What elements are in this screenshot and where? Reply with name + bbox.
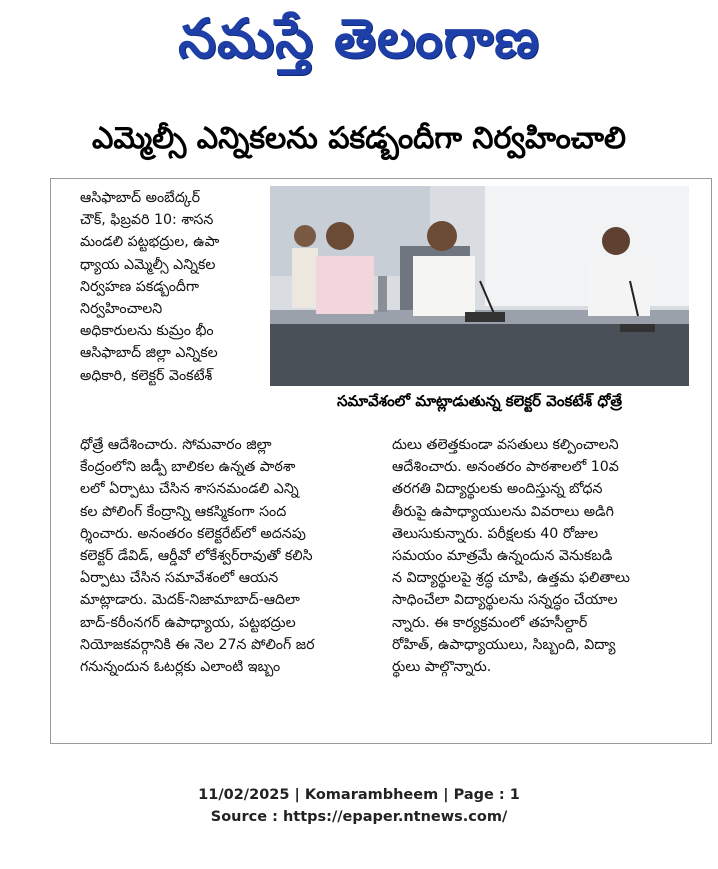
article-body-left-column: ధోత్రే ఆదేశించారు. సోమవారం జిల్లా కేంద్రంలోని జడ్పీ బాలికల ఉన్నత పాఠశా లలో ఏర్పాటు చేసిన శాసనమండలి ఎన్ని కల పోలింగ్‌ కేంద్రాన్ని ఆకస్మికంగా సంద ర్శించారు. అనంతరం కలెక్టరేట్‌లో అదనపు కలెక్టర్‌ డేవిడ్‌, ఆర్డీవో లోకేశ్వర్‌రావుతో కలిసి ఏర్పాటు చేసిన సమావేశంలో ఆయన మాట్లాడారు. మెదక్‌-నిజామాబాద్‌-ఆదిలా బాద్‌-కరీంనగర్‌ ఉపాధ్యాయ, పట్టభద్రుల నియోజకవర్గానికి ఈ నెల 27న పోలింగ్‌ జర గనున్నందున ఓటర్లకు ఎలాంటి ఇబ్బం	[80, 437, 315, 676]
meeting-photo	[270, 186, 689, 386]
article-body-right-column: దులు తలెత్తకుండా వసతులు కల్పించాలని ఆదేశించారు. అనంతరం పాఠశాలలో 10వ తరగతి విద్యార్థులకు అందిస్తున్న బోధన తీరుపై ఉపాధ్యాయులను వివరాలు అడిగి తెలుసుకున్నారు. పరీక్షలకు 40 రోజుల సమయం మాత్రమే ఉన్నందున వెనుకబడి న విద్యార్థులపై శ్రద్ధ చూపి, ఉత్తమ ఫలితాలు సాధించేలా విద్యార్థులను సన్నద్ధం చేయాల న్నారు. ఈ కార్యక్రమంలో తహసీల్దార్‌ రోహిత్‌, ఉపాధ్యాయులు, సిబ్బంది, విద్యా ర్థులు పాల్గొన్నారు.	[392, 437, 630, 676]
page-footer	[0, 784, 718, 828]
footer-date-edition: 11/02/2025 | Komarambheem | Page : 1	[198, 787, 520, 803]
newspaper-masthead	[0, 6, 718, 84]
article-body-intro: ఆసిఫాబాద్‌ అంబేద్కర్‌ చౌక్‌, ఫిబ్రవరి 10: శాసన మండలి పట్టభద్రుల, ఉపా ధ్యాయ ఎమ్మెల్సీ ఎన్నికల నిర్వహణ పకడ్బందీగా నిర్వహించాలని అధికారులను కుమ్రం భీం ఆసిఫాబాద్‌ జిల్లా ఎన్నికల అధికారి, కలెక్టర్‌ వెంకటేశ్‌	[80, 190, 220, 384]
article-headline: ఎమ్మెల్సీ ఎన్నికలను పకడ్బందీగా నిర్వహించాలి	[92, 121, 626, 156]
photo-caption: సమావేశంలో మాట్లాడుతున్న కలెక్టర్‌ వెంకటేశ్‌ ధోత్రే	[336, 392, 623, 410]
masthead-title: నమస్తే తెలంగాణ	[178, 6, 540, 70]
footer-source: Source : https://epaper.ntnews.com/	[210, 809, 508, 825]
meeting-photo-illustration	[270, 186, 689, 386]
